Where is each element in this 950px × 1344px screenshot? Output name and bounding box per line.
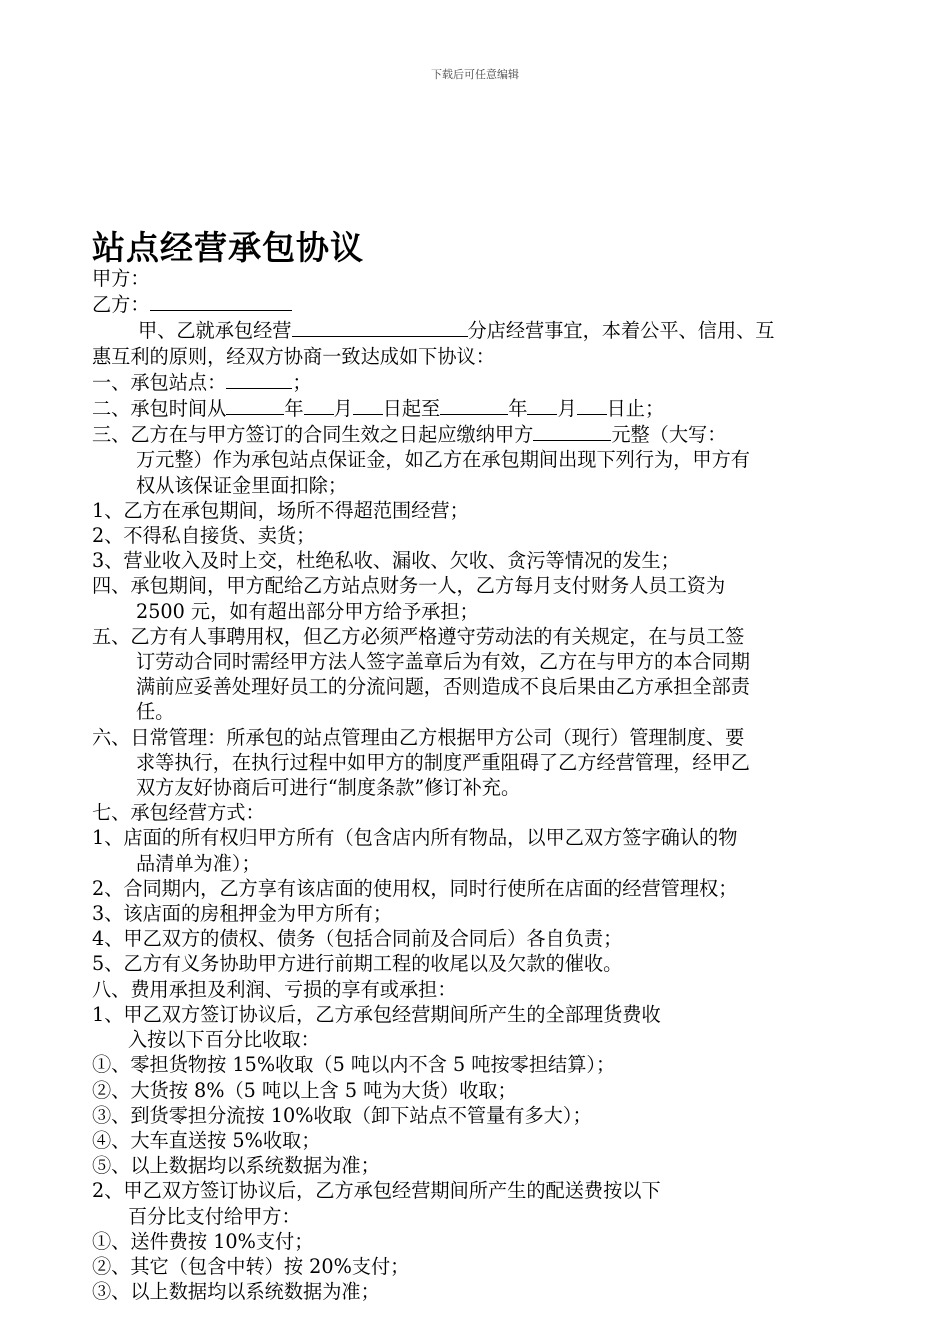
clause-6-line-3: 双方友好协商后可进行“制度条款”修订补充。 [136, 776, 521, 800]
clause-6-line-1: 六、日常管理：所承包的站点管理由乙方根据甲方公司（现行）管理制度、要 [92, 725, 745, 749]
clause-1-text: 一、承包站点： [92, 370, 227, 394]
month-label: 月 [557, 397, 577, 421]
clause-3-item-1: 1、乙方在承包期间，场所不得超范围经营； [92, 498, 469, 522]
clause-5-line-2: 订劳动合同时需经甲方法人签字盖章后为有效，乙方在与甲方的本合同期 [136, 650, 750, 674]
clause-7-item-1: 1、店面的所有权归甲方所有（包含店内所有物品，以甲乙双方签字确认的物 [92, 826, 738, 850]
clause-2-text: 二、承包时间从 [92, 397, 227, 421]
clause-8-fee-3: ③、以上数据均以系统数据为准； [92, 1280, 380, 1304]
start-year-blank [226, 395, 284, 415]
clause-8-item-1-cont: 入按以下百分比收取： [128, 1028, 320, 1052]
clause-7-item-5: 5、乙方有义务协助甲方进行前期工程的收尾以及欠款的催收。 [92, 952, 623, 976]
party-b-blank [150, 291, 292, 311]
clause-8-rate-3: ③、到货零担分流按 10%收取（卸下站点不管量有多大）； [92, 1103, 592, 1127]
clause-7-item-3: 3、该店面的房租押金为甲方所有； [92, 902, 393, 926]
year-label: 年 [508, 397, 528, 421]
clause-3-line-2: 万元整）作为承包站点保证金，如乙方在承包期间出现下列行为，甲方有 [136, 448, 750, 472]
clause-8-rate-1: ①、零担货物按 15%收取（5 吨以内不含 5 吨按零担结算）； [92, 1053, 616, 1077]
clause-5-line-4: 任。 [136, 700, 175, 724]
start-month-blank [304, 395, 334, 415]
clause-7-item-2: 2、合同期内，乙方享有该店面的使用权，同时行使所在店面的经营管理权； [92, 876, 738, 900]
branch-blank [292, 317, 468, 337]
party-b-label: 乙方： [92, 293, 150, 317]
intro-text-b: 分店经营事宜，本着公平、信用、互 [467, 319, 775, 343]
document-title: 站点经营承包协议 [92, 228, 364, 267]
month-label: 月 [333, 397, 353, 421]
day-end-label: 日止； [606, 397, 665, 421]
end-month-blank [527, 395, 557, 415]
clause-5-line-3: 满前应妥善处理好员工的分流问题，否则造成不良后果由乙方承担全部责 [136, 675, 750, 699]
clause-8-rate-5: ⑤、以上数据均以系统数据为准； [92, 1154, 380, 1178]
intro-line-2: 惠互利的原则，经双方协商一致达成如下协议： [92, 344, 495, 368]
clause-3 [92, 421, 860, 447]
clause-3-line-3: 权从该保证金里面扣除； [136, 473, 348, 497]
clause-1 [92, 369, 860, 395]
clause-8-item-2: 2、甲乙双方签订协议后，乙方承包经营期间所产生的配送费按以下 [92, 1179, 661, 1203]
intro-text-a: 甲、乙就承包经营 [138, 319, 292, 343]
document-body [92, 266, 860, 1304]
clause-4-line-2: 2500 元，如有超出部分甲方给予承担； [136, 599, 479, 623]
page-header-note: 下载后可任意编辑 [431, 68, 519, 81]
end-day-blank [577, 395, 607, 415]
clause-5-line-1: 五、乙方有人事聘用权，但乙方必须严格遵守劳动法的有关规定，在与员工签 [92, 624, 745, 648]
clause-3-text-b: 元整（大写： [611, 423, 727, 447]
end-year-blank [440, 395, 508, 415]
clause-6-line-2: 求等执行，在执行过程中如甲方的制度严重阻碍了乙方经营管理，经甲乙 [136, 750, 750, 774]
clause-3-text: 三、乙方在与甲方签订的合同生效之日起应缴纳甲方 [92, 423, 534, 447]
clause-8-rate-4: ④、大车直送按 5%收取； [92, 1128, 321, 1152]
clause-7-item-1-cont: 品清单为准）； [136, 851, 261, 875]
deposit-blank [533, 421, 611, 441]
clause-8-heading: 八、费用承担及利润、亏损的享有或承担： [92, 977, 457, 1001]
start-day-blank [353, 395, 383, 415]
clause-8-fee-1: ①、送件费按 10%支付； [92, 1229, 314, 1253]
clause-4-line-1: 四、承包期间，甲方配给乙方站点财务一人，乙方每月支付财务人员工资为 [92, 574, 726, 598]
clause-2 [92, 395, 860, 421]
clause-8-item-2-cont: 百分比支付给甲方： [128, 1204, 301, 1228]
intro-line-1 [92, 317, 860, 343]
year-label: 年 [284, 397, 304, 421]
clause-3-item-2: 2、不得私自接货、卖货； [92, 524, 316, 548]
site-blank [226, 369, 292, 389]
party-b-line [92, 291, 860, 317]
day-label: 日起至 [382, 397, 441, 421]
clause-3-item-3: 3、营业收入及时上交，杜绝私收、漏收、欠收、贪污等情况的发生； [92, 549, 680, 573]
clause-7-heading: 七、承包经营方式： [92, 801, 265, 825]
clause-8-fee-2: ②、其它（包含中转）按 20%支付； [92, 1254, 410, 1278]
clause-1-end: ； [292, 370, 312, 394]
clause-7-item-4: 4、甲乙双方的债权、债务（包括合同前及合同后）各自负责； [92, 927, 623, 951]
clause-8-item-1: 1、甲乙双方签订协议后，乙方承包经营期间所产生的全部理货费收 [92, 1002, 661, 1026]
party-a-line: 甲方： [92, 267, 150, 290]
clause-8-rate-2: ②、大货按 8%（5 吨以上含 5 吨为大货）收取； [92, 1078, 517, 1102]
